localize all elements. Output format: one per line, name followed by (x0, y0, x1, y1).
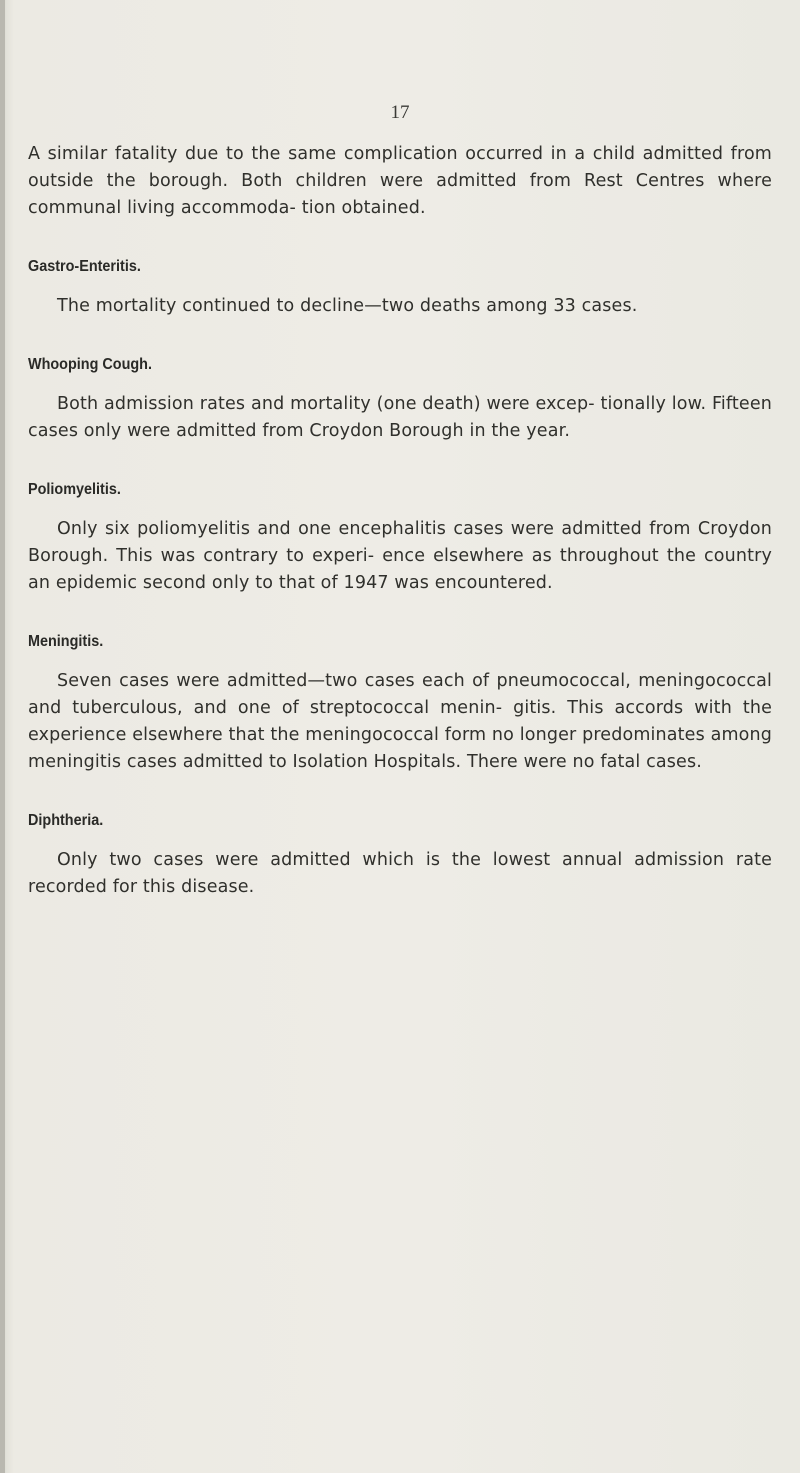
section-text-whooping-cough: Both admission rates and mortality (one death) were excep- tionally low. Fifteen cases only were admitted from Croydon Borough in the year. (28, 394, 772, 441)
page-edge (0, 0, 5, 1473)
section-heading-diphtheria: Diphtheria. (28, 812, 104, 829)
page-content (28, 141, 772, 901)
section-text-meningitis: Seven cases were admitted—two cases each of pneumococcal, meningococcal and tuberculous, and one of streptococcal menin- gitis. This accords with the experience elsewhere that the meningococcal form no longer predominates among meningitis cases admitted to Isolation Hospitals. There were no fatal cases. (28, 671, 772, 772)
section-text-gastro-enteritis: The mortality continued to decline—two deaths among 33 cases. (57, 296, 638, 316)
section-text-diphtheria: Only two cases were admitted which is the lowest annual admission rate recorded for this disease. (28, 850, 772, 897)
intro-paragraph: A similar fatality due to the same complication occurred in a child admitted from outside the borough. Both children were admitted from Rest Centres where communal living accommoda- tion obtained. (28, 144, 772, 218)
section-heading-poliomyelitis: Poliomyelitis. (28, 481, 121, 498)
section-heading-gastro-enteritis: Gastro-Enteritis. (28, 258, 141, 275)
page-number: 17 (390, 102, 410, 123)
section-text-poliomyelitis: Only six poliomyelitis and one encephalitis cases were admitted from Croydon Borough. This was contrary to experi- ence elsewhere as throughout the country an epidemic second only to that of 1947 was encountered. (28, 519, 772, 593)
section-heading-meningitis: Meningitis. (28, 633, 104, 650)
section-heading-whooping-cough: Whooping Cough. (28, 356, 152, 373)
